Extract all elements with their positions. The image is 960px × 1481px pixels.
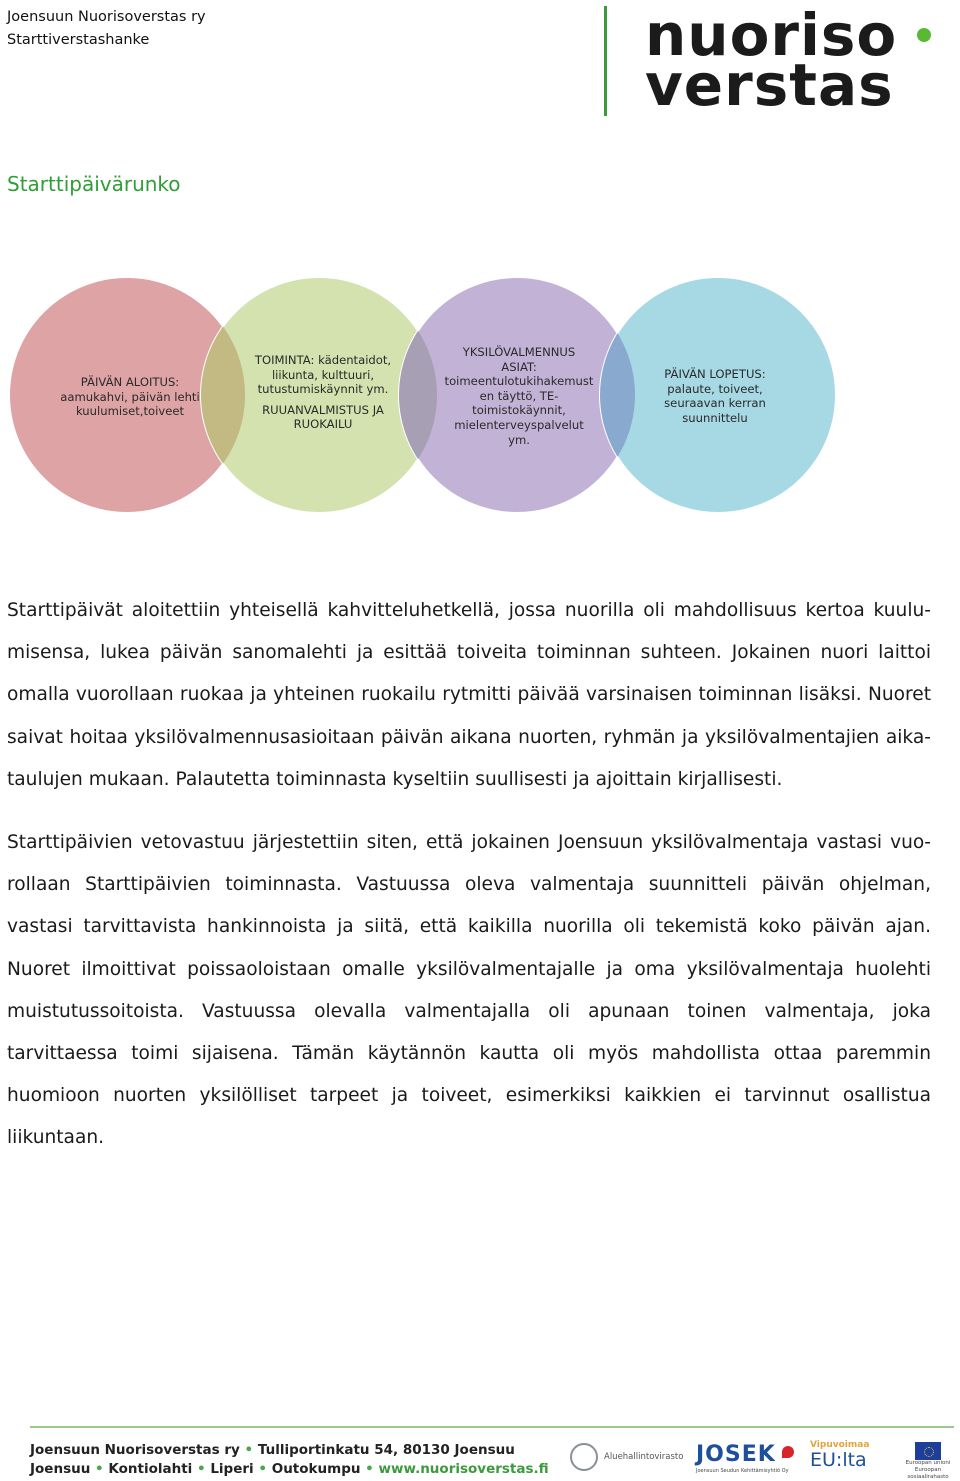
footer-address: Tulliportinkatu 54, 80130 Joensuu — [257, 1442, 515, 1458]
footer-line-2: Joensuu • Kontiolahti • Liperi • Outokumpu • www.nuorisoverstas.fi — [30, 1461, 549, 1477]
circle-label-activity: TOIMINTA: kädentaidot, liikunta, kulttuuri, tutustumiskäynnit ym. RUUANVALMISTUS JA RUOKAILU — [254, 353, 392, 432]
logo-line-2: verstas — [645, 51, 894, 119]
partner-logos — [570, 1440, 956, 1480]
eu-flag-logo: Euroopan unioni Euroopan sosiaalirahasto — [900, 1442, 956, 1480]
circle-label-end: PÄIVÄN LOPETUS: palaute, toiveet, seuraavan kerran suunnittelu — [664, 367, 766, 425]
eu-flag-icon — [915, 1442, 941, 1460]
josek-logo: JOSEK Joensuun Seudun Kehittämisyhtiö Oy — [696, 1442, 796, 1478]
footer-location: Outokumpu — [271, 1461, 361, 1477]
ahv-emblem-icon — [570, 1443, 598, 1471]
vipuvoimaa-eu-logo: Vipuvoimaa EU:lta — [810, 1440, 870, 1471]
paragraph-1: Starttipäivät aloitettiin yhteisellä kahvitteluhetkellä, jossa nuorilla oli mahdollisuus kertoa kuulumisensa, lukea päivän sanomalehti ja esittää toiveita toiminnan suhteen. Jokainen nuori laittoi omalla vuorollaan ruokaa ja yhteinen ruokailu rytmitti päivää varsinaisen toiminnan lisäksi. Nuoret saivat hoitaa yksilövalmennusasioitaan päivän aikana nuorten, ryhmän ja yksilövalmentajien aikataulujen mukaan. Palautetta toiminnasta kyseltiin suullisesti ja ajoittain kirjallisesti. — [7, 600, 931, 790]
org-name: Joensuun Nuorisoverstas ry — [7, 9, 206, 25]
logo-dot — [917, 28, 931, 42]
org-header — [7, 6, 206, 52]
header-divider — [604, 6, 607, 116]
logo-line-1: nuoriso — [645, 1, 898, 69]
circle-label-start: PÄIVÄN ALOITUS: aamukahvi, päivän lehti kuulumiset,toiveet — [60, 375, 200, 419]
footer-location: Kontiolahti — [108, 1461, 193, 1477]
footer-url[interactable]: www.nuorisoverstas.fi — [378, 1461, 549, 1477]
footer-line-1 — [30, 1441, 549, 1460]
circle-label-coaching: YKSILÖVALMENNUS ASIAT: toimeentulotukihakemust en täyttö, TE- toimistokäynnit, mielenterveyspalvelut ym. — [444, 345, 594, 447]
footer-separator: • — [244, 1442, 254, 1458]
footer-org: Joensuun Nuorisoverstas ry — [30, 1442, 240, 1458]
aluehallintovirasto-logo: Aluehallintovirasto — [570, 1443, 690, 1477]
day-structure-diagram — [0, 275, 960, 520]
project-name: Starttiverstashanke — [7, 32, 150, 48]
nuorisoverstas-logo — [645, 1, 935, 119]
footer-divider — [30, 1426, 954, 1428]
page-title: Starttipäivärunko — [7, 172, 181, 196]
footer-location: Liperi — [210, 1461, 254, 1477]
josek-flame-icon — [782, 1446, 794, 1458]
footer-contact — [30, 1441, 549, 1479]
paragraph-2: Starttipäivien vetovastuu järjestettiin siten, että jokainen Joensuun yksilövalmentaja vastasi vuorollaan Starttipäivien toiminnasta. Vastuussa oleva valmentaja suunnitteli päivän ohjelman, vastasi tarvittavista hankinnoista ja siitä, että kaikilla nuorilla oli tekemistä koko päivän ajan. Nuoret ilmoittivat poissaoloistaan omalle yksilövalmentajalle ja oma yksilövalmentaja huolehti muistutussoitoista. Vastuussa olevalla valmentajalla oli apunaan toinen valmentaja, joka tarvittaessa toimi sijaisena. Tämän käytännön kautta oli myös mahdollista ottaa paremmin huomioon nuorten yksilölliset tarpeet ja toiveet, esimerkiksi kaikkien ei tarvinnut osallistua liikuntaan. — [7, 832, 931, 1149]
footer-location: Joensuu — [30, 1461, 91, 1477]
